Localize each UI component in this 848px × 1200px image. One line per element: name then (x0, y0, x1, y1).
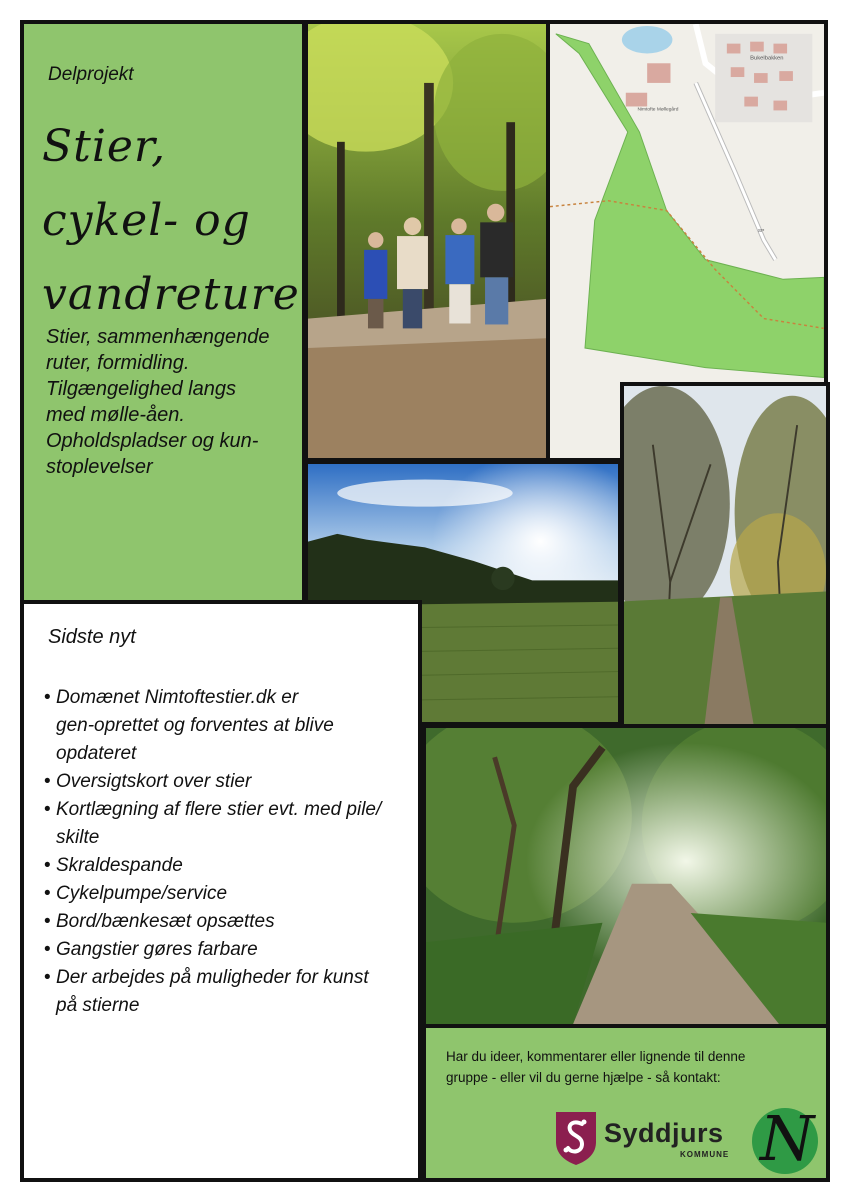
syddjurs-shield-icon (554, 1110, 598, 1166)
syddjurs-name: Syddjurs (604, 1118, 724, 1148)
intro-line: ruter, formidling. (46, 352, 190, 374)
list-item: • Domænet Nimtoftestier.dk er gen-oprettet og forventes at blive opdateret (44, 684, 414, 768)
syddjurs-logo (554, 1110, 739, 1166)
intro-line: Opholdspladser og kun- (46, 430, 259, 452)
news-title: Sidste nyt (48, 626, 136, 648)
list-item: • Oversigtskort over stier (44, 768, 414, 796)
list-item: • Skraldespande (44, 852, 414, 880)
intro-line: Tilgængelighed langs (46, 378, 236, 400)
hikers-photo (304, 20, 550, 462)
news-panel (20, 600, 422, 1182)
intro-line: med mølle-åen. (46, 404, 185, 426)
map-label: SP (757, 229, 765, 235)
list-item: • Bord/bænkesæt opsættes (44, 908, 414, 936)
title-line: cykel- og (42, 195, 251, 246)
page-title (42, 110, 306, 332)
intro-line: stoplevelser (46, 456, 153, 478)
list-item: • Der arbejdes på muligheder for kunst på stierne (44, 964, 414, 1020)
title-line: Stier, (42, 121, 167, 172)
syddjurs-sub: KOMMUNE (680, 1150, 730, 1159)
kicker: Delprojekt (48, 64, 134, 85)
list-item: • Kortlægning af flere stier evt. med pile/ skilte (44, 796, 414, 852)
intro-text (46, 324, 306, 480)
list-item: • Cykelpumpe/service (44, 880, 414, 908)
map-label: Bukelbakken (750, 55, 784, 62)
nimtofte-logo (752, 1102, 818, 1175)
title-line: vandreture (42, 269, 300, 320)
road-photo (422, 724, 830, 1028)
list-item: • Gangstier gøres farbare (44, 936, 414, 964)
intro-line: Stier, sammenhængende (46, 326, 270, 348)
nimtofte-n-icon: N (760, 1102, 815, 1175)
title-panel (20, 20, 306, 604)
map-label: Nimtofte Møllegård (637, 107, 679, 113)
contact-text: Har du ideer, kommentarer eller lignende til denne gruppe - eller vil du gerne hjælpe - så kontakt: (446, 1049, 746, 1085)
news-list (44, 684, 414, 1020)
contact-panel (422, 1024, 830, 1182)
path-photo (620, 382, 830, 758)
